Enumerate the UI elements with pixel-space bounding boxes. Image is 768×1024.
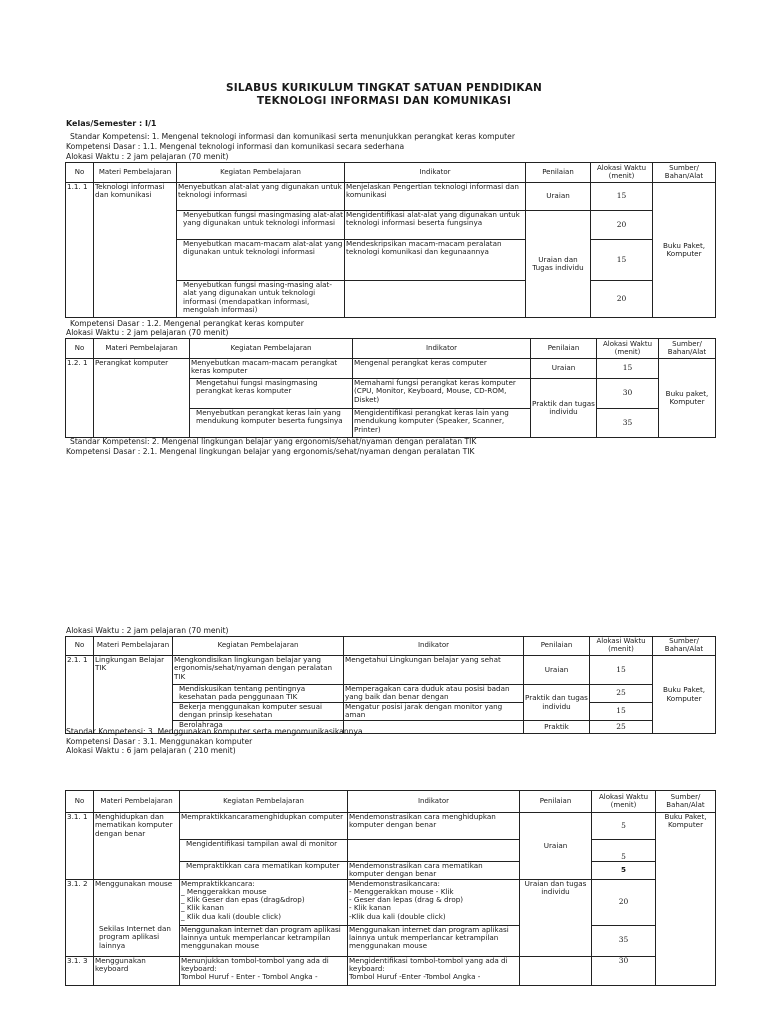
aw-1-2: Alokasi Waktu : 2 jam pelajaran (70 menit)	[66, 328, 229, 337]
kegiatan-cell: Menunjukkan tombol-tombol yang ada di keyboard: Tombol Huruf - Enter - Tombol Angka -	[180, 956, 348, 985]
penilaian-cell: Uraian	[524, 656, 590, 685]
table-row	[66, 956, 716, 985]
alokasi-cell: 5	[592, 840, 656, 862]
kd-2-1: Kompetensi Dasar : 2.1. Mengenal lingkungan belajar yang ergonomis/sehat/nyaman dengan peralatan TIK	[66, 447, 475, 456]
aw-2-1: Alokasi Waktu : 2 jam pelajaran (70 menit)	[66, 626, 229, 635]
header-sumber: Sumber/ Bahan/Alat	[659, 339, 716, 359]
penilaian-cell: Uraian dan tugas individu	[520, 879, 592, 956]
alokasi-cell: 5	[592, 862, 656, 880]
header-sumber: Sumber/ Bahan/Alat	[656, 791, 716, 813]
indikator-cell: Mengidentifikasi alat-alat yang digunakan untuk teknologi informasi beserta fungsinya	[345, 211, 526, 240]
header-penilaian: Penilaian	[520, 791, 592, 813]
kegiatan-cell: Menyebutkan macam-macam alat-alat yang digunakan untuk teknologi informasi	[177, 240, 345, 281]
kegiatan-cell: Mempraktikkancara: _ Menggerakkan mouse _ Klik Geser dan epas (drag&drop) _ Klik kanan _ Klik dua kali (double click)	[180, 879, 348, 925]
header-indikator: Indikator	[344, 637, 524, 656]
alokasi-cell: 15	[591, 240, 653, 281]
table-kd-2-1	[65, 636, 716, 734]
header-indikator: Indikator	[348, 791, 520, 813]
row-no: 2.1. 1	[66, 656, 94, 734]
indikator-cell	[348, 840, 520, 862]
indikator-cell: Mendemonstrasikancara: - Menggerakkan mouse - Klik - Geser dan lepas (drag & drop) - Klik kanan -Klik dua kali (double click)	[348, 879, 520, 925]
indikator-cell: Mendemonstrasikan cara menghidupkan komputer dengan benar	[348, 813, 520, 840]
alokasi-cell: 15	[590, 656, 653, 685]
alokasi-cell: 20	[592, 879, 656, 925]
header-materi: Materi Pembelajaran	[94, 791, 180, 813]
header-materi: Materi Pembelajaran	[94, 339, 190, 359]
kegiatan-cell: Mengkondisikan lingkungan belajar yang ergonomis/sehat/nyaman dengan peralatan TIK	[173, 656, 344, 685]
penilaian-cell: Uraian	[526, 183, 591, 211]
doc-title-line2: TEKNOLOGI INFORMASI DAN KOMUNIKASI	[256, 95, 512, 107]
kegiatan-cell: Mengetahui fungsi masingmasing perangkat keras komputer	[190, 379, 353, 409]
sumber-cell: Buku Paket, Komputer	[653, 656, 716, 734]
header-materi: Materi Pembelajaran	[94, 163, 177, 183]
kd-3-1: Kompetensi Dasar : 3.1. Menggunakan komputer	[66, 737, 253, 746]
row-no: 3.1. 1	[66, 813, 94, 880]
alokasi-cell: 35	[597, 409, 659, 438]
header-materi: Materi Pembelajaran	[94, 637, 173, 656]
row-materi: Perangkat komputer	[94, 359, 190, 438]
indikator-cell	[344, 721, 524, 734]
sk-3: Standar Kompetensi: 3. Menggunakan komputer serta mengomunikasikannya	[66, 727, 363, 736]
table-row	[66, 879, 716, 925]
sumber-cell: Buku paket, Komputer	[659, 359, 716, 438]
penilaian-cell: Uraian	[531, 359, 597, 379]
header-alokasi: Alokasi Waktu (menit)	[592, 791, 656, 813]
indikator-cell: Memahami fungsi perangkat keras komputer (CPU, Monitor, Keyboard, Mouse, CD-ROM, Disket)	[353, 379, 531, 409]
table-kd-3-1	[65, 790, 716, 986]
header-no: No	[66, 637, 94, 656]
alokasi-cell: 20	[591, 211, 653, 240]
row-no: 1.2. 1	[66, 359, 94, 438]
penilaian-cell: Uraian	[520, 813, 592, 880]
header-indikator: Indikator	[353, 339, 531, 359]
penilaian-cell: Praktik dan tugas individu	[531, 379, 597, 438]
header-alokasi: Alokasi Waktu (menit)	[597, 339, 659, 359]
indikator-cell: Mendeskripsikan macam-macam peralatan teknologi komunikasi dan kegunaannya	[345, 240, 526, 281]
kegiatan-cell: Menyebutkan fungsi masing-masing alat-alat yang digunakan untuk teknologi informasi (mendapatkan informasi, mengolah informasi)	[177, 281, 345, 318]
header-sumber: Sumber/ Bahan/Alat	[653, 163, 716, 183]
table-row	[66, 813, 716, 840]
indikator-cell: Memperagakan cara duduk atau posisi badan yang baik dan benar dengan	[344, 685, 524, 703]
indikator-cell	[345, 281, 526, 318]
table-kd-1-2	[65, 338, 716, 438]
indikator-cell: Mengidentifikasi perangkat keras lain yang mendukung komputer (Speaker, Scanner, Printer)	[353, 409, 531, 438]
alokasi-cell: 35	[592, 925, 656, 956]
header-penilaian: Penilaian	[531, 339, 597, 359]
header-penilaian: Penilaian	[524, 637, 590, 656]
header-alokasi: Alokasi Waktu (menit)	[590, 637, 653, 656]
alokasi-cell: 30	[592, 956, 656, 985]
indikator-cell: Menjelaskan Pengertian teknologi informasi dan komunikasi	[345, 183, 526, 211]
aw-1-1: Alokasi Waktu : 2 jam pelajaran (70 menit)	[66, 152, 229, 161]
indikator-cell: Mendemonstrasikan cara mematikan komputer dengan benar	[348, 862, 520, 880]
sumber-cell: Buku Paket, Komputer	[653, 183, 716, 318]
penilaian-cell: Uraian dan Tugas individu	[526, 211, 591, 318]
kegiatan-cell: Menyebutkan fungsi masingmasing alat-alat yang digunakan untuk teknologi informasi	[177, 211, 345, 240]
header-sumber: Sumber/ Bahan/Alat	[653, 637, 716, 656]
kegiatan-cell: Mendiskusikan tentang pentingnya kesehatan pada penggunaan TIK	[173, 685, 344, 703]
doc-title-line1: SILABUS KURIKULUM TINGKAT SATUAN PENDIDIKAN	[225, 82, 543, 94]
table-row	[66, 656, 716, 685]
indikator-cell: Mengetahui Lingkungan belajar yang sehat	[344, 656, 524, 685]
alokasi-cell: 15	[591, 183, 653, 211]
kegiatan-cell: Menggunakan internet dan program aplikasi lainnya untuk memperlancar ketrampilan menggunakan mouse	[180, 925, 348, 956]
penilaian-cell: Praktik dan tugas individu	[524, 685, 590, 721]
header-no: No	[66, 791, 94, 813]
penilaian-cell: Praktik	[524, 721, 590, 734]
sk-1: Standar Kompetensi: 1. Mengenal teknologi informasi dan komunikasi serta menunjukkan perangkat keras komputer	[70, 132, 515, 141]
row-materi: Menggunakan mouse	[94, 879, 180, 925]
table-header	[66, 637, 716, 656]
row-materi: Menggunakan keyboard	[94, 956, 180, 985]
row-materi: Sekilas Internet dan program aplikasi lainnya	[94, 925, 180, 956]
header-kegiatan: Kegiatan Pembelajaran	[173, 637, 344, 656]
sumber-cell: Buku Paket, Komputer	[656, 813, 716, 986]
kegiatan-cell: Menyebutkan alat-alat yang digunakan untuk teknologi informasi	[177, 183, 345, 211]
alokasi-cell: 25	[590, 685, 653, 703]
kegiatan-cell: Menyebutkan perangkat keras lain yang mendukung komputer beserta fungsinya	[190, 409, 353, 438]
row-materi: Teknologi informasi dan komunikasi	[94, 183, 177, 318]
kegiatan-cell: Menyebutkan macam-macam perangkat keras komputer	[190, 359, 353, 379]
penilaian-cell	[520, 956, 592, 985]
table-row	[66, 183, 716, 211]
header-indikator: Indikator	[345, 163, 526, 183]
kegiatan-cell: Mempraktikkan cara mematikan komputer	[180, 862, 348, 880]
sk-2: Standar Kompetensi: 2. Mengenal lingkungan belajar yang ergonomis/sehat/nyaman dengan peralatan TIK	[70, 437, 477, 446]
alokasi-cell: 20	[591, 281, 653, 318]
kd-1-2: Kompetensi Dasar : 1.2. Mengenal perangkat keras komputer	[70, 319, 304, 328]
header-kegiatan: Kegiatan Pembelajaran	[190, 339, 353, 359]
row-no: 3.1. 3	[66, 956, 94, 985]
aw-3-1: Alokasi Waktu : 6 jam pelajaran ( 210 menit)	[66, 746, 236, 755]
header-kegiatan: Kegiatan Pembelajaran	[177, 163, 345, 183]
kegiatan-cell: Mempraktikkancaramenghidupkan computer	[180, 813, 348, 840]
indikator-cell: Menggunakan internet dan program aplikasi lainnya untuk memperlancar ketrampilan menggunakan mouse	[348, 925, 520, 956]
alokasi-cell: 5	[592, 813, 656, 840]
table-row	[66, 925, 716, 956]
alokasi-cell: 25	[590, 721, 653, 734]
table-header	[66, 339, 716, 359]
indikator-cell: Mengatur posisi jarak dengan monitor yang aman	[344, 703, 524, 721]
table-row	[66, 359, 716, 379]
alokasi-cell: 30	[597, 379, 659, 409]
kegiatan-cell: Berolahraga	[173, 721, 344, 734]
header-penilaian: Penilaian	[526, 163, 591, 183]
row-materi: Menghidupkan dan mematikan komputer dengan benar	[94, 813, 180, 880]
kegiatan-cell: Bekerja menggunakan komputer sesuai dengan prinsip kesehatan	[173, 703, 344, 721]
indikator-cell: Mengidentifikasi tombol-tombol yang ada di keyboard: Tombol Huruf -Enter -Tombol Angka -	[348, 956, 520, 985]
row-materi: Lingkungan Belajar TIK	[94, 656, 173, 734]
kelas-semester: Kelas/Semester : I/1	[66, 119, 157, 128]
row-no: 1.1. 1	[66, 183, 94, 318]
header-no: No	[66, 163, 94, 183]
header-kegiatan: Kegiatan Pembelajaran	[180, 791, 348, 813]
kd-1-1: Kompetensi Dasar : 1.1. Mengenal teknologi informasi dan komunikasi secara sederhana	[66, 142, 405, 151]
alokasi-cell: 15	[597, 359, 659, 379]
indikator-cell: Mengenal perangkat keras computer	[353, 359, 531, 379]
row-no: 3.1. 2	[66, 879, 94, 956]
table-kd-1-1	[65, 162, 716, 318]
alokasi-cell: 15	[590, 703, 653, 721]
table-header	[66, 163, 716, 183]
kegiatan-cell: Mengidentifikasi tampilan awal di monitor	[180, 840, 348, 862]
table-header	[66, 791, 716, 813]
header-no: No	[66, 339, 94, 359]
header-alokasi: Alokasi Waktu (menit)	[591, 163, 653, 183]
